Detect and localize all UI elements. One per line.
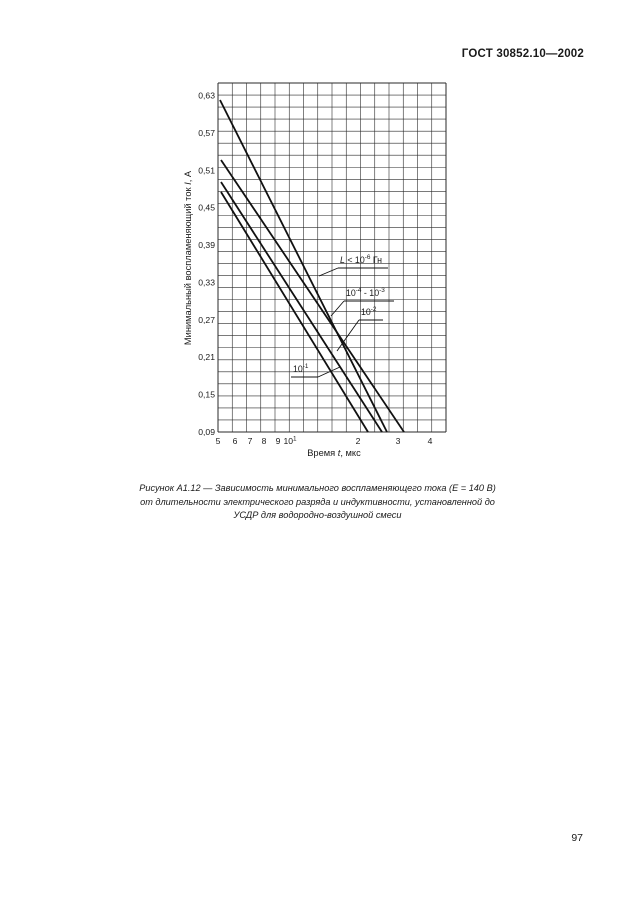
series-label	[340, 254, 382, 265]
chart-ticks	[198, 90, 432, 446]
x-axis-label	[307, 448, 361, 458]
caption-line-1: Рисунок А1.12 — Зависимость минимального воспламеняющего тока (E = 140 В)	[139, 483, 496, 493]
series-label-leader	[331, 301, 344, 316]
x-tick-label	[216, 436, 221, 446]
series-label-sup: -2	[370, 306, 377, 314]
x-tick-label	[356, 436, 361, 446]
y-tick-label: 0,33	[198, 277, 215, 288]
series-label	[346, 287, 385, 298]
x-tick-label-main: 4	[427, 436, 433, 446]
caption-line-2: от длительности электрического разряда и индуктивности, установленной до	[140, 496, 495, 507]
y-tick-label: 0,57	[198, 127, 215, 138]
x-tick-label-main: 9	[275, 436, 281, 446]
series-label-suffix: - 10	[361, 288, 380, 298]
y-tick-label: 0,27	[198, 314, 215, 325]
y-axis-label-suffix: , А	[183, 170, 193, 183]
y-tick-label: 0,21	[198, 352, 215, 363]
series-label-sup: -6	[364, 254, 371, 262]
series-label-sup: -4	[355, 287, 362, 295]
y-tick-label: 0,63	[198, 90, 215, 101]
x-axis-label-suffix: , мкс	[340, 448, 361, 458]
y-axis-label-var: I	[183, 182, 193, 185]
y-tick-label: 0,39	[198, 240, 215, 251]
x-tick-label-main: 10	[283, 436, 293, 446]
x-tick-label	[276, 436, 281, 446]
x-tick-label	[262, 436, 267, 446]
x-tick-label-main: 2	[355, 436, 361, 446]
series-line	[221, 182, 382, 432]
figure-caption	[100, 482, 535, 523]
x-tick-label	[396, 436, 401, 446]
series-label	[293, 363, 309, 374]
series-label-sup: -1	[302, 363, 309, 371]
caption-line-3: УСДР для водородно-воздушной смеси	[233, 510, 402, 520]
series-label-text: 10	[293, 364, 303, 374]
x-tick-label-main: 3	[395, 436, 401, 446]
y-axis-label-prefix: Минимальный воспламеняющий ток	[183, 184, 193, 346]
y-tick-label: 0,51	[198, 165, 215, 176]
x-tick-label	[233, 436, 238, 446]
y-tick-label: 0,09	[198, 427, 215, 437]
series-label-text: 10	[346, 288, 356, 298]
document-header: ГОСТ 30852.10—2002	[461, 48, 584, 60]
series-label-var: L	[340, 255, 345, 265]
page-number: 97	[571, 832, 583, 844]
chart-series	[220, 100, 404, 432]
series-label-text: < 10	[344, 255, 365, 265]
series-label-text: 10	[361, 307, 371, 317]
series-label-sup2: -3	[379, 287, 385, 295]
x-tick-label	[248, 436, 253, 446]
y-tick-label: 0,15	[198, 389, 215, 400]
x-axis-label-var: t	[337, 448, 341, 458]
x-tick-label	[283, 436, 297, 447]
x-tick-label	[428, 436, 433, 446]
x-tick-label-main: 6	[232, 436, 238, 446]
series-label-leader	[319, 268, 338, 276]
x-tick-label-main: 5	[215, 436, 221, 446]
x-tick-label-main: 7	[247, 436, 253, 446]
y-tick-label: 0,45	[198, 202, 215, 213]
y-axis-label	[183, 170, 193, 345]
chart-grid	[218, 83, 446, 432]
x-tick-label-sup: 1	[293, 435, 297, 443]
x-tick-label-main: 8	[261, 436, 267, 446]
series-label-suffix: Гн	[370, 255, 382, 265]
x-axis-label-prefix: Время	[307, 448, 338, 458]
